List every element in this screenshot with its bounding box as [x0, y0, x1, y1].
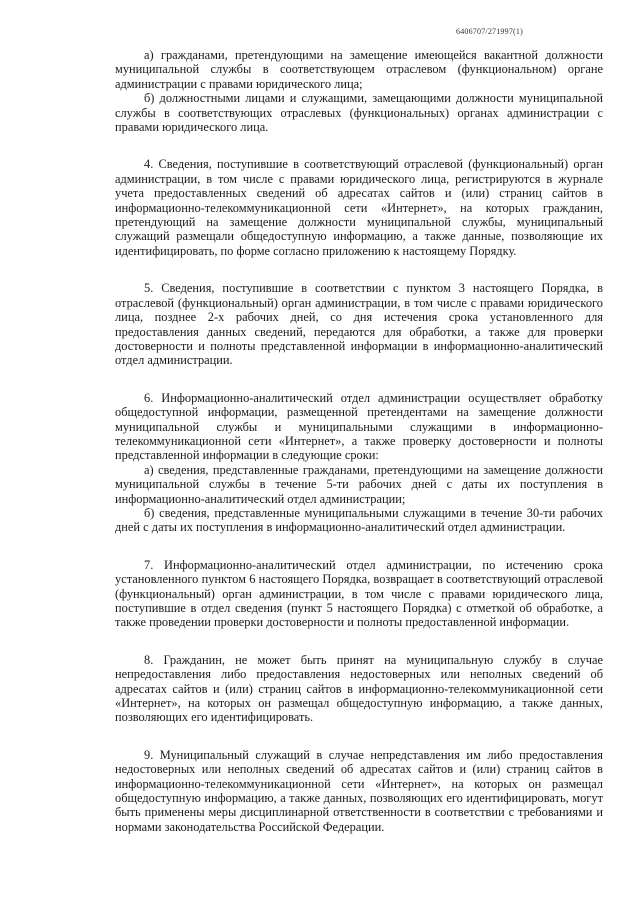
- paragraph-4: 4. Сведения, поступившие в соответствующий отраслевой (функциональный) орган администрации, в том числе с правами юридического лица, регистрируются в журнале учета предоставленных сведений об адресатах сайтов и (или) страниц сайтов в информационно-телекоммуникационной сети «Интернет», на которых гражданин, претендующий на замещение должности муниципальной службы, муниципальный служащий размещали общедоступную информацию, а также данные, позволяющие их идентифицировать, по форме согласно приложению к настоящему Порядку.: [115, 157, 603, 258]
- document-id-code: 6406707/271997(1): [456, 27, 523, 36]
- paragraph-9: 9. Муниципальный служащий в случае непредставления им либо предоставления недостоверных или неполных сведений об адресатах сайтов и (или) страниц сайтов в информационно-телекоммуникационной сети «Интернет», на которых он размещал общедоступную информацию, а также данных, позволяющих его идентифицировать, могут быть применены меры дисциплинарной ответственности в соответствии с требованиями и нормами законодательства Российской Федерации.: [115, 747, 603, 834]
- document-body: [115, 48, 603, 834]
- paragraph-3b: б) должностными лицами и служащими, замещающими должности муниципальной службы в соответствующих отраслевых (функциональных) органах администрации с правами юридического лица.: [115, 91, 603, 135]
- paragraph-3a: а) гражданами, претендующими на замещение имеющейся вакантной должности муниципальной службы в соответствующем отраслевом (функциональном) органе администрации с правами юридического лица;: [115, 48, 603, 91]
- paragraph-5: 5. Сведения, поступившие в соответствии с пунктом 3 настоящего Порядка, в отраслевой (функциональный) орган администрации, в том числе с правами юридического лица, позднее 2-х рабочих дней, со дня истечения срока установленного для предоставления данных сведений, передаются для обработки, а также для проверки достоверности и полноты представленной информации в информационно-аналитический отдел администрации.: [115, 281, 603, 368]
- paragraph-6b: б) сведения, представленные муниципальными служащими в течение 30-ти рабочих дней с даты их поступления в информационно-аналитический отдел администрации.: [115, 505, 603, 535]
- paragraph-7: 7. Информационно-аналитический отдел администрации, по истечению срока установленного пунктом 6 настоящего Порядка, возвращает в соответствующий отраслевой (функциональный) орган администрации, в том числе с правами юридического лица, поступившие в отдел сведения (пункт 5 настоящего Порядка) с отметкой об обработке, а также проведении проверки достоверности и полноты предоставленной информации.: [115, 557, 603, 630]
- paragraph-6: 6. Информационно-аналитический отдел администрации осуществляет обработку общедоступной информации, размещенной претендентами на замещение должности муниципальной службы и муниципальными служащими в информационно-телекоммуникационной сети «Интернет», а также проверку достоверности и полноты представленной информации в следующие сроки:: [115, 390, 603, 463]
- paragraph-6a: а) сведения, представленные гражданами, претендующими на замещение должности муниципальной службы в течение 5-ти рабочих дней с даты их поступления в информационно-аналитический отдел администрации;: [115, 462, 603, 506]
- paragraph-8: 8. Гражданин, не может быть принят на муниципальную службу в случае непредоставления либо предоставления недостоверных или неполных сведений об адресатах сайтов и (или) страниц сайтов в информационно-телекоммуникационной сети «Интернет», на которых он размещал общедоступную информацию, а также данных, позволяющих его идентифицировать.: [115, 652, 603, 725]
